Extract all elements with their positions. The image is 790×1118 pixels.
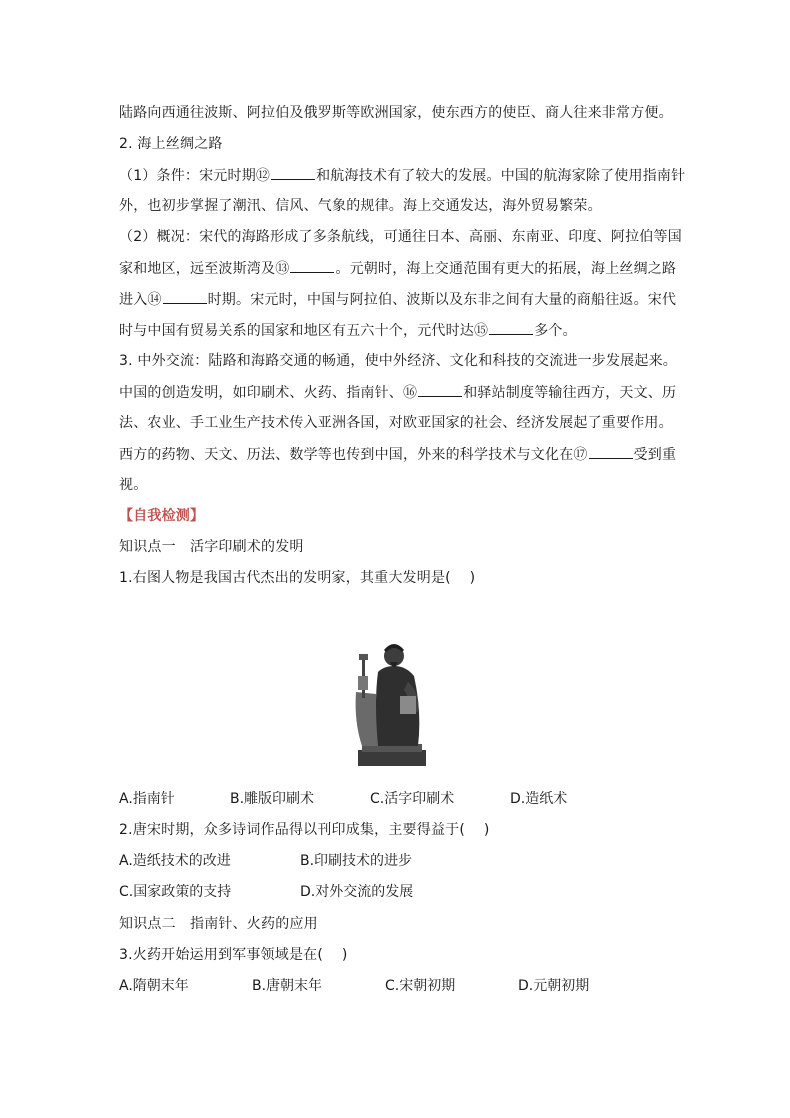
text-segment: 多个。 bbox=[534, 323, 577, 339]
text-segment: 家和地区，远至波斯湾及⑬ bbox=[119, 261, 290, 277]
text-segment: 时期。宋元时，中国与阿拉伯、波斯以及东非之间有大量的商船往返。宋代 bbox=[207, 292, 677, 308]
text-line bbox=[119, 320, 679, 341]
text-line: 外，也初步掌握了潮汛、信风、气象的规律。海上交通发达，海外贸易繁荣。 bbox=[119, 198, 602, 214]
fill-blank-14[interactable] bbox=[163, 289, 207, 304]
text-segment: 。元朝时，海上交通范围有更大的拓展，海上丝绸之路 bbox=[335, 261, 677, 277]
text-line: 视。 bbox=[119, 477, 148, 493]
text-line bbox=[119, 258, 679, 279]
text-segment: 中国的创造发明，如印刷术、火药、指南针、⑯ bbox=[119, 385, 418, 401]
statue-of-inventor-icon bbox=[348, 632, 434, 770]
text-segment: 西方的药物、天文、历法、数学等也传到中国，外来的科学技术与文化在⑰ bbox=[119, 447, 588, 463]
q2-option-b[interactable]: B.印刷技术的进步 bbox=[300, 853, 413, 869]
text-segment: 时与中国有贸易关系的国家和地区有五六十个，元代时达⑮ bbox=[119, 323, 489, 339]
q1-option-b[interactable]: B.雕版印刷术 bbox=[230, 791, 315, 807]
q2-option-d[interactable]: D.对外交流的发展 bbox=[300, 884, 414, 900]
self-check-title: 【自我检测】 bbox=[119, 508, 205, 524]
fill-blank-15[interactable] bbox=[489, 320, 533, 335]
text-line: 法、农业、手工业生产技术传入亚洲各国，对欧亚国家的社会、经济发展起了重要作用。 bbox=[119, 415, 673, 431]
text-line bbox=[119, 444, 679, 465]
text-line bbox=[119, 165, 686, 186]
text-segment: （1）条件：宋元时期⑫ bbox=[119, 168, 271, 184]
question-1: 1.右图人物是我国古代杰出的发明家，其重大发明是( ) bbox=[119, 570, 476, 586]
q1-option-d[interactable]: D.造纸术 bbox=[510, 791, 568, 807]
knowledge-point-1: 知识点一 活字印刷术的发明 bbox=[119, 539, 304, 555]
question-3: 3.火药开始运用到军事领域是在( ) bbox=[119, 947, 348, 963]
text-line: 陆路向西通往波斯、阿拉伯及俄罗斯等欧洲国家，使东西方的使臣、商人往来非常方便。 bbox=[119, 105, 673, 121]
text-segment: 受到重 bbox=[633, 447, 677, 463]
fill-blank-17[interactable] bbox=[589, 444, 633, 459]
fill-blank-12[interactable] bbox=[271, 165, 315, 180]
text-segment: 进入⑭ bbox=[119, 292, 162, 308]
q1-option-a[interactable]: A.指南针 bbox=[119, 791, 175, 807]
text-line bbox=[119, 382, 679, 403]
heading-maritime-silk-road: 2. 海上丝绸之路 bbox=[119, 136, 223, 152]
q3-option-b[interactable]: B.唐朝末年 bbox=[252, 978, 323, 994]
question-2: 2.唐宋时期，众多诗词作品得以刊印成集，主要得益于( ) bbox=[119, 822, 490, 838]
fill-blank-16[interactable] bbox=[418, 382, 462, 397]
q2-option-a[interactable]: A.造纸技术的改进 bbox=[119, 853, 231, 869]
knowledge-point-2: 知识点二 指南针、火药的应用 bbox=[119, 916, 318, 932]
text-segment: 和航海技术有了较大的发展。中国的航海家除了使用指南针 bbox=[316, 168, 686, 184]
q2-option-c[interactable]: C.国家政策的支持 bbox=[119, 884, 232, 900]
q3-option-d[interactable]: D.元朝初期 bbox=[518, 978, 590, 994]
text-line: （2）概况：宋代的海路形成了多条航线，可通往日本、高丽、东南亚、印度、阿拉伯等国 bbox=[119, 229, 682, 245]
q1-option-c[interactable]: C.活字印刷术 bbox=[370, 791, 455, 807]
text-segment: 和驿站制度等输往西方，天文、历 bbox=[463, 385, 677, 401]
fill-blank-13[interactable] bbox=[290, 258, 334, 273]
text-line bbox=[119, 289, 679, 310]
q3-option-a[interactable]: A.隋朝末年 bbox=[119, 978, 189, 994]
text-line: 3. 中外交流：陆路和海路交通的畅通，使中外经济、文化和科技的交流进一步发展起来。 bbox=[119, 353, 678, 369]
q3-option-c[interactable]: C.宋朝初期 bbox=[385, 978, 456, 994]
